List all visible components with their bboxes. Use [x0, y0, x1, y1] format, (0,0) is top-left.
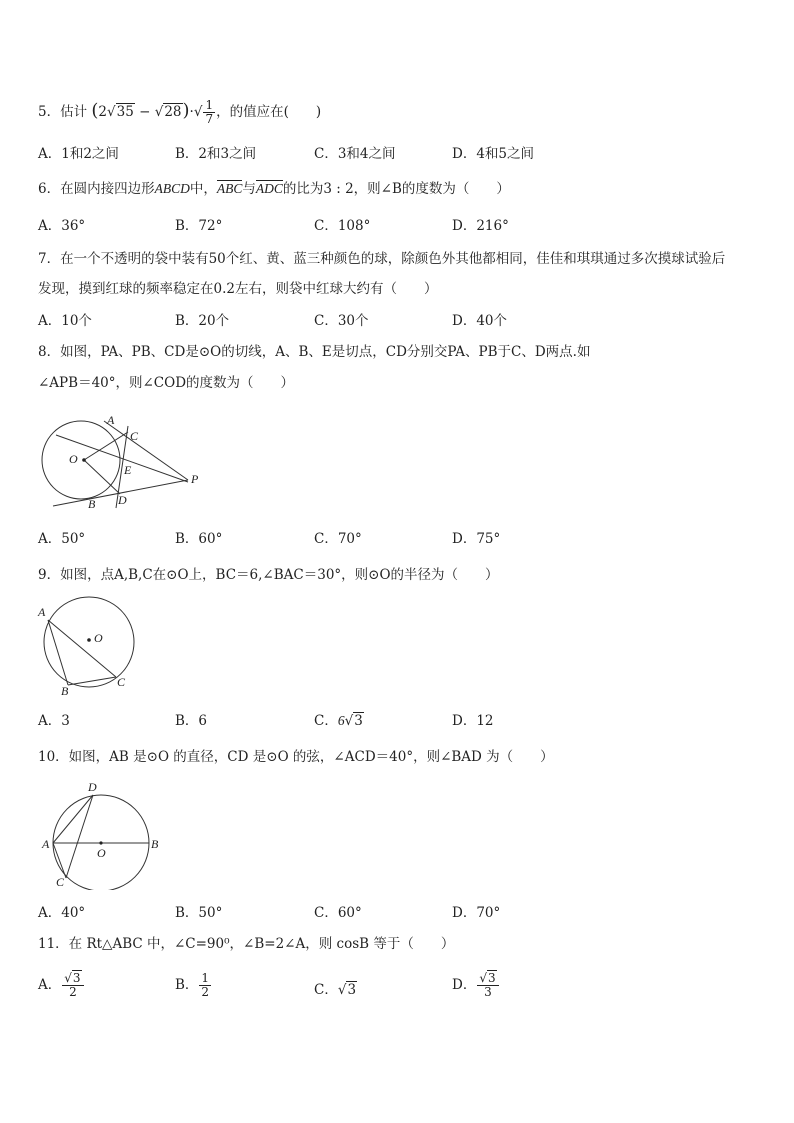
q5-option-b[interactable]: B．2和3之间	[175, 146, 257, 162]
q7-option-c[interactable]: C．30个	[314, 313, 369, 329]
q8-label-o: O	[69, 452, 78, 466]
q10-option-c[interactable]: C．60°	[314, 905, 362, 921]
question-8-line-2: ∠APB＝40°，则∠COD的度数为（ ）	[38, 375, 295, 391]
q8-segment-oc	[84, 432, 128, 460]
q8-label-c: C	[130, 429, 139, 443]
q9-option-c-radicand: 3	[354, 713, 363, 729]
q9-center-point	[87, 638, 91, 642]
q9-option-b[interactable]: B．6	[175, 713, 208, 729]
q11-option-c-label: C．	[314, 982, 338, 998]
q6-prefix: 6．在圆内接四边形	[38, 181, 155, 197]
q8-label-b: B	[88, 497, 96, 511]
question-5: 5．估计 (2√35 − √28)·√ $\frac{1}{7}$ ，的值应在( )	[38, 98, 322, 126]
q7-option-d[interactable]: D．40个	[452, 313, 508, 329]
q7-option-b[interactable]: B．20个	[175, 313, 230, 329]
q9-figure	[36, 596, 146, 700]
q9-option-d[interactable]: D．12	[452, 713, 494, 729]
q11-option-b[interactable]	[175, 972, 212, 999]
q8-tangent-pa	[104, 421, 188, 480]
q8-option-d[interactable]: D．75°	[452, 531, 501, 547]
q8-label-d: D	[118, 493, 127, 507]
q11-option-d[interactable]	[452, 972, 500, 999]
q9-label-c: C	[117, 675, 126, 689]
question-10-line-1: 10．如图，AB 是⊙O 的直径，CD 是⊙O 的弦，∠ACD＝40°，则∠BAD 为（ ）	[38, 749, 554, 765]
q11-option-a-fraction: $\frac{√3}{2}$	[62, 972, 83, 999]
q6-option-d[interactable]: D．216°	[452, 218, 509, 234]
q5-fraction: $\frac{1}{7}$	[205, 98, 214, 126]
q11-option-d-fraction: $\frac{√3}{3}$	[477, 972, 498, 999]
q10-label-o: O	[97, 846, 106, 860]
q5-radicand-2: 28	[164, 104, 182, 120]
q8-label-a: A	[107, 413, 115, 427]
q6-option-a[interactable]: A．36°	[38, 218, 86, 234]
q6-option-c[interactable]: C．108°	[314, 218, 371, 234]
q8-circle	[42, 421, 120, 499]
q9-segment-bc	[68, 677, 116, 685]
q11-option-a-label: A．	[38, 977, 62, 993]
q6-mid2: 与	[242, 181, 256, 197]
q11-option-d-label: D．	[452, 977, 477, 993]
q10-option-a[interactable]: A．40°	[38, 905, 86, 921]
q11-option-b-label: B．	[175, 977, 199, 993]
q8-label-e: E	[124, 463, 132, 477]
q5-suffix: ，的值应在( )	[216, 104, 322, 120]
q5-option-c[interactable]: C．3和4之间	[314, 146, 396, 162]
q11-option-c[interactable]: C．√3	[314, 982, 357, 998]
q5-option-d[interactable]: D．4和5之间	[452, 146, 535, 162]
question-9-line-1: 9．如图，点A,B,C在⊙O上，BC＝6,∠BAC＝30°，则⊙O的半径为（ ）	[38, 567, 499, 583]
q9-segment-ac	[48, 620, 116, 677]
q10-chord-cd	[66, 795, 93, 878]
q10-figure	[38, 778, 166, 890]
q10-label-c: C	[56, 875, 65, 889]
q6-suffix: 的比为3 : 2，则∠B的度数为（ ）	[282, 181, 510, 197]
q8-center-point	[82, 458, 86, 462]
q6-arc-1: ABC	[216, 181, 243, 196]
q6-option-b[interactable]: B．72°	[175, 218, 223, 234]
q5-option-a[interactable]: A．1和2之间	[38, 146, 119, 162]
q10-label-a: A	[42, 837, 50, 851]
q8-option-c[interactable]: C．70°	[314, 531, 362, 547]
q9-label-o: O	[94, 631, 103, 645]
question-6	[38, 180, 510, 198]
q9-option-c[interactable]: C．6√3	[314, 713, 363, 729]
q5-radicand-1: 35	[116, 104, 134, 120]
q6-arc-2: ADC	[255, 181, 283, 196]
q6-quad: ABCD	[154, 181, 190, 196]
question-11-line-1: 11．在 Rt△ABC 中，∠C=90⁰，∠B=2∠A，则 cosB 等于（ ）	[38, 936, 455, 952]
q8-label-p: P	[191, 472, 199, 486]
question-7-line-1: 7．在一个不透明的袋中装有50个红、黄、蓝三种颜色的球，除颜色外其他都相同，佳佳和琪琪通过多次摸球试验后	[38, 251, 726, 267]
q10-center-point	[99, 841, 102, 844]
q11-option-a[interactable]	[38, 972, 85, 999]
q11-option-b-fraction: $\frac{1}{2}$	[201, 971, 210, 999]
q8-segment-od	[84, 460, 120, 494]
q9-option-c-coef: 6	[337, 713, 345, 728]
q10-option-d[interactable]: D．70°	[452, 905, 501, 921]
question-8-line-1: 8．如图，PA、PB、CD是⊙O的切线，A、B、E是切点，CD分别交PA、PB于C、D两点.如	[38, 344, 591, 360]
q8-option-a[interactable]: A．50°	[38, 531, 86, 547]
q10-label-d: D	[88, 780, 97, 794]
q8-option-b[interactable]: B．60°	[175, 531, 223, 547]
q9-label-b: B	[61, 684, 69, 698]
q9-option-a[interactable]: A．3	[38, 713, 70, 729]
q9-option-c-label: C．	[314, 713, 338, 729]
q10-option-b[interactable]: B．50°	[175, 905, 223, 921]
question-7-line-2: 发现，摸到红球的频率稳定在0.2左右，则袋中红球大约有（ ）	[38, 281, 438, 297]
q10-segment-ac	[53, 843, 66, 878]
q11-option-c-radicand: 3	[347, 982, 357, 998]
q7-option-a[interactable]: A．10个	[38, 313, 92, 329]
q5-coef: 2	[98, 104, 108, 120]
q9-circle	[44, 597, 134, 687]
q6-mid1: 中，	[189, 181, 217, 197]
q9-label-a: A	[38, 605, 46, 619]
q8-figure	[38, 408, 218, 520]
q5-number: 5．估计	[38, 104, 88, 120]
q10-label-b: B	[151, 837, 159, 851]
